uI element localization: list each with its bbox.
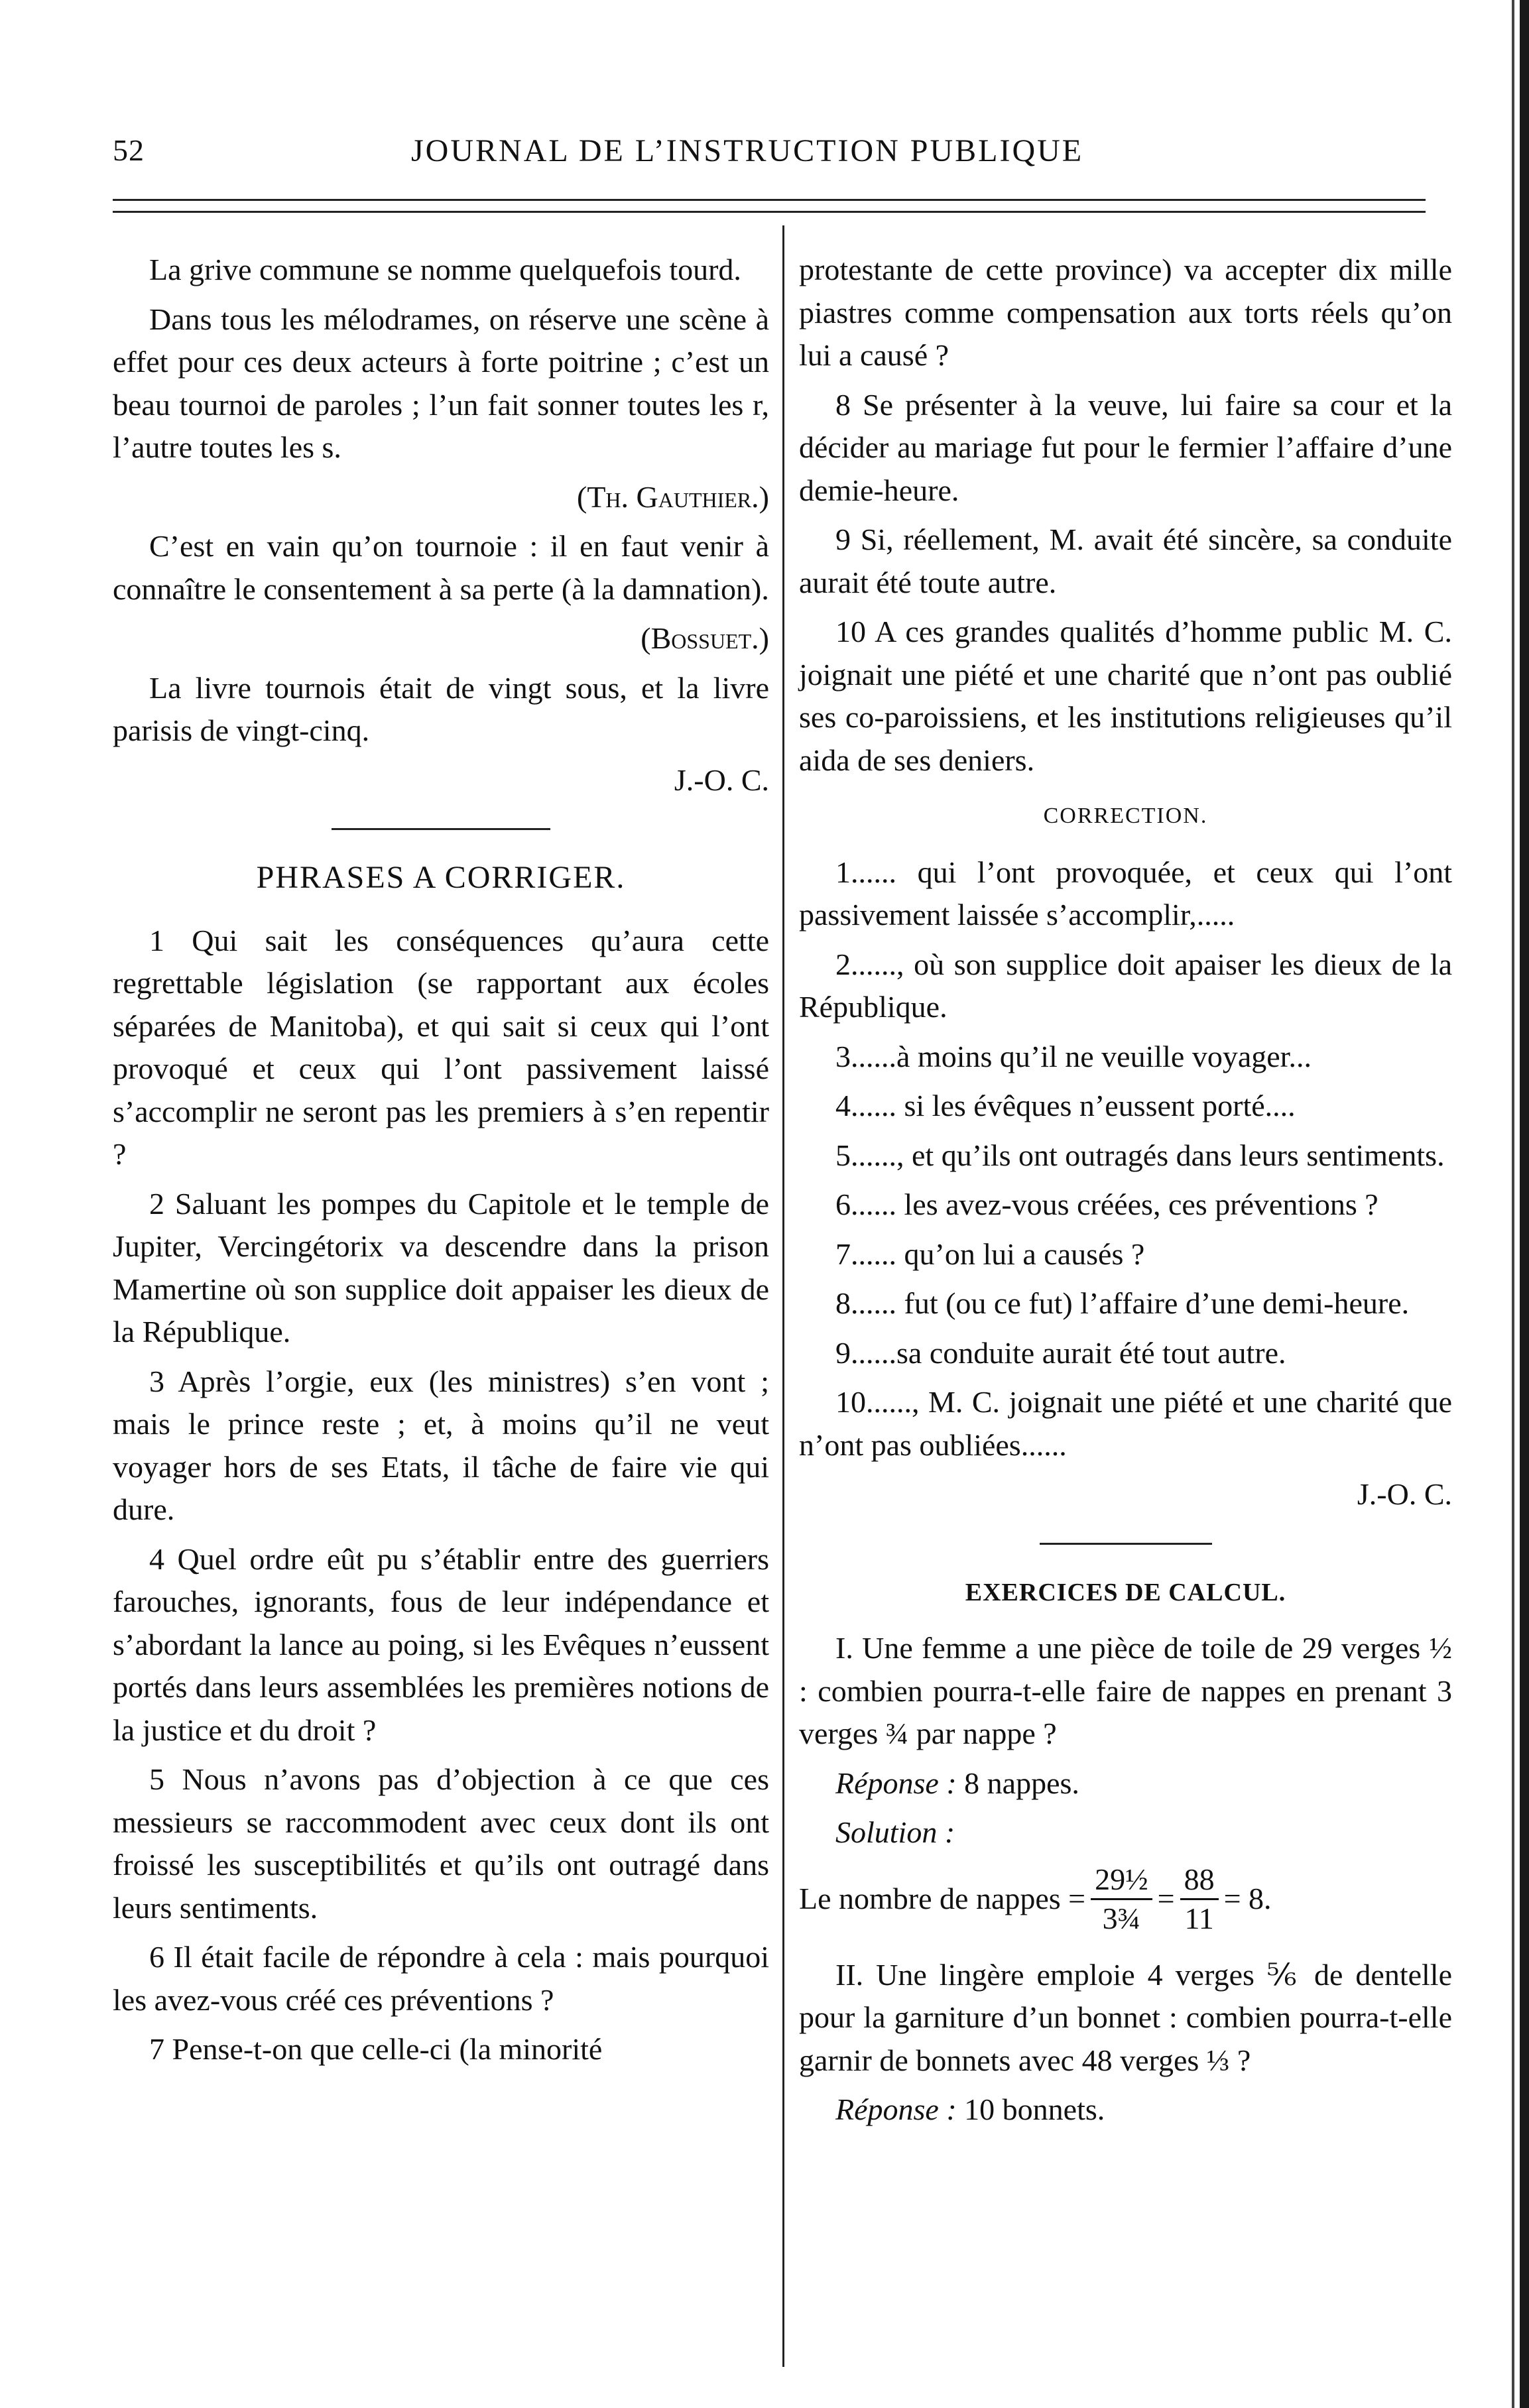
header-rule-top	[113, 199, 1426, 201]
formula-lead: Le nombre de nappes =	[799, 1881, 1086, 1915]
page-number: 52	[113, 133, 145, 167]
header-rule-bottom	[113, 211, 1426, 213]
paragraph-tournoie: C’est en vain qu’on tournoie : il en faut venir à connaître le consentement à sa perte (à la damnation).	[113, 529, 769, 606]
solution-formula	[799, 1861, 1452, 1937]
fraction-2	[1180, 1861, 1219, 1937]
section-title-calcul: EXERCICES DE CALCUL.	[965, 1578, 1286, 1606]
page-header	[113, 133, 1426, 179]
phrase-item: 5 Nous n’avons pas d’objection à ce que ces messieurs se raccommodent avec ceux dont ils ont froissé les susceptibilités et qu’ils ont outragé dans leurs sentiments.	[113, 1762, 769, 1925]
formula-result: = 8.	[1223, 1881, 1272, 1915]
page-edge-shadow	[1520, 0, 1529, 2408]
answer-label: Réponse :	[835, 2092, 957, 2126]
phrase-item: 10 A ces grandes qualités d’homme public M. C. joignait une piété et une charité que n’ont pas oublié ses co-paroissiens, et les institutions religieuses qu’il aida de ses deniers.	[799, 615, 1452, 777]
phrase-item-continued: protestante de cette province) va accepter dix mille piastres comme compensation aux torts réels qu’on lui a causé ?	[799, 253, 1452, 372]
correction-item: 4...... si les évêques n’eussent porté....	[835, 1089, 1296, 1122]
section-title-correction: CORRECTION.	[1043, 804, 1208, 828]
correction-item: 6...... les avez-vous créées, ces préventions ?	[835, 1187, 1378, 1221]
page-edge-line	[1512, 0, 1514, 2408]
signature: J.-O. C.	[1357, 1477, 1452, 1511]
left-column	[113, 249, 769, 2078]
paragraph-livre: La livre tournois était de vingt sous, et la livre parisis de vingt-cinq.	[113, 670, 769, 747]
exercise-1-answer	[799, 1762, 1452, 1805]
answer-label: Réponse :	[835, 1766, 957, 1800]
phrase-item: 4 Quel ordre eût pu s’établir entre des guerriers farouches, ignorants, fous de leur indépendance et s’abordant la lance au poing, si les Evêques n’eussent portés dans leurs assemblées les premières notions de la justice et du droit ?	[113, 1541, 769, 1747]
paragraph-grive: La grive commune se nomme quelquefois tourd.	[149, 253, 741, 286]
exercise-2-answer	[799, 2088, 1452, 2132]
paragraph-melodrames: Dans tous les mélodrames, on réserve une scène à effet pour ces deux acteurs à forte poitrine ; c’est un beau tournoi de paroles ; l’un fait sonner toutes les r, l’autre toutes les s.	[113, 302, 769, 464]
attribution-bossuet: (Bossuet.)	[641, 621, 769, 655]
correction-item: 1...... qui l’ont provoquée, et ceux qui l’ont passivement laissée s’accomplir,.....	[799, 855, 1452, 932]
phrase-item: 6 Il était facile de répondre à cela : mais pourquoi les avez-vous créé ces préventions ?	[113, 1940, 769, 2017]
column-divider	[782, 225, 784, 2367]
answer-value: 10 bonnets.	[964, 2092, 1105, 2126]
signature: J.-O. C.	[674, 762, 769, 797]
exercise-1: I. Une femme a une pièce de toile de 29 verges ½ : combien pourra-t-elle faire de nappes en prenant 3 verges ¾ par nappe ?	[799, 1631, 1452, 1750]
right-column	[799, 249, 1452, 2138]
phrase-item: 8 Se présenter à la veuve, lui faire sa cour et la décider au mariage fut pour le fermier l’affaire d’une demie-heure.	[799, 387, 1452, 507]
fraction-1	[1091, 1861, 1152, 1937]
fraction-1-numerator: 29½	[1091, 1861, 1152, 1900]
fraction-1-denominator: 3¾	[1102, 1901, 1141, 1935]
solution-label: Solution :	[835, 1815, 955, 1849]
correction-item: 8...... fut (ou ce fut) l’affaire d’une demi-heure.	[835, 1286, 1410, 1320]
phrase-item: 7 Pense-t-on que celle-ci (la minorité	[149, 2032, 603, 2066]
phrase-item: 1 Qui sait les conséquences qu’aura cette regrettable législation (se rapportant aux écoles séparées de Manitoba), et qui sait si ceux qui l’ont provoqué et ceux qui l’ont passivement laissé s’accomplir ne seront pas les premiers à s’en repentir ?	[113, 923, 769, 1171]
fraction-2-numerator: 88	[1180, 1861, 1219, 1900]
formula-equals: =	[1157, 1881, 1175, 1915]
correction-item: 10......, M. C. joignait une piété et une charité que n’ont pas oubliées......	[799, 1385, 1452, 1462]
phrase-item: 2 Saluant les pompes du Capitole et le temple de Jupiter, Vercingétorix va descendre dans la prison Mamertine où son supplice doit appaiser les dieux de la République.	[113, 1186, 769, 1349]
phrase-item: 9 Si, réellement, M. avait été sincère, sa conduite aurait été toute autre.	[799, 522, 1452, 599]
running-title: JOURNAL DE L’INSTRUCTION PUBLIQUE	[411, 133, 1084, 168]
correction-item: 9......sa conduite aurait été tout autre.	[835, 1335, 1286, 1370]
correction-item: 2......, où son supplice doit apaiser les dieux de la République.	[799, 947, 1452, 1024]
correction-item: 5......, et qu’ils ont outragés dans leurs sentiments.	[835, 1138, 1445, 1172]
fraction-2-denominator: 11	[1184, 1901, 1214, 1935]
section-title-phrases: PHRASES A CORRIGER.	[256, 860, 626, 895]
phrase-item: 3 Après l’orgie, eux (les ministres) s’en vont ; mais le prince reste ; et, à moins qu’il ne veut voyager hors de ses Etats, il tâche de faire vie qui dure.	[113, 1364, 769, 1526]
section-separator	[332, 828, 550, 830]
exercise-1-solution-label	[799, 1811, 1452, 1854]
correction-item: 3......à moins qu’il ne veuille voyager...	[835, 1039, 1312, 1073]
exercise-2: II. Une lingère emploie 4 verges ⅚ de dentelle pour la garniture d’un bonnet : combien pourra-t-elle garnir de bonnets avec 48 verges ⅓ ?	[799, 1957, 1452, 2077]
attribution-gauthier: (Th. Gauthier.)	[577, 479, 769, 514]
correction-item: 7...... qu’on lui a causés ?	[835, 1236, 1145, 1271]
answer-value: 8 nappes.	[964, 1766, 1079, 1800]
section-separator	[1040, 1543, 1212, 1545]
